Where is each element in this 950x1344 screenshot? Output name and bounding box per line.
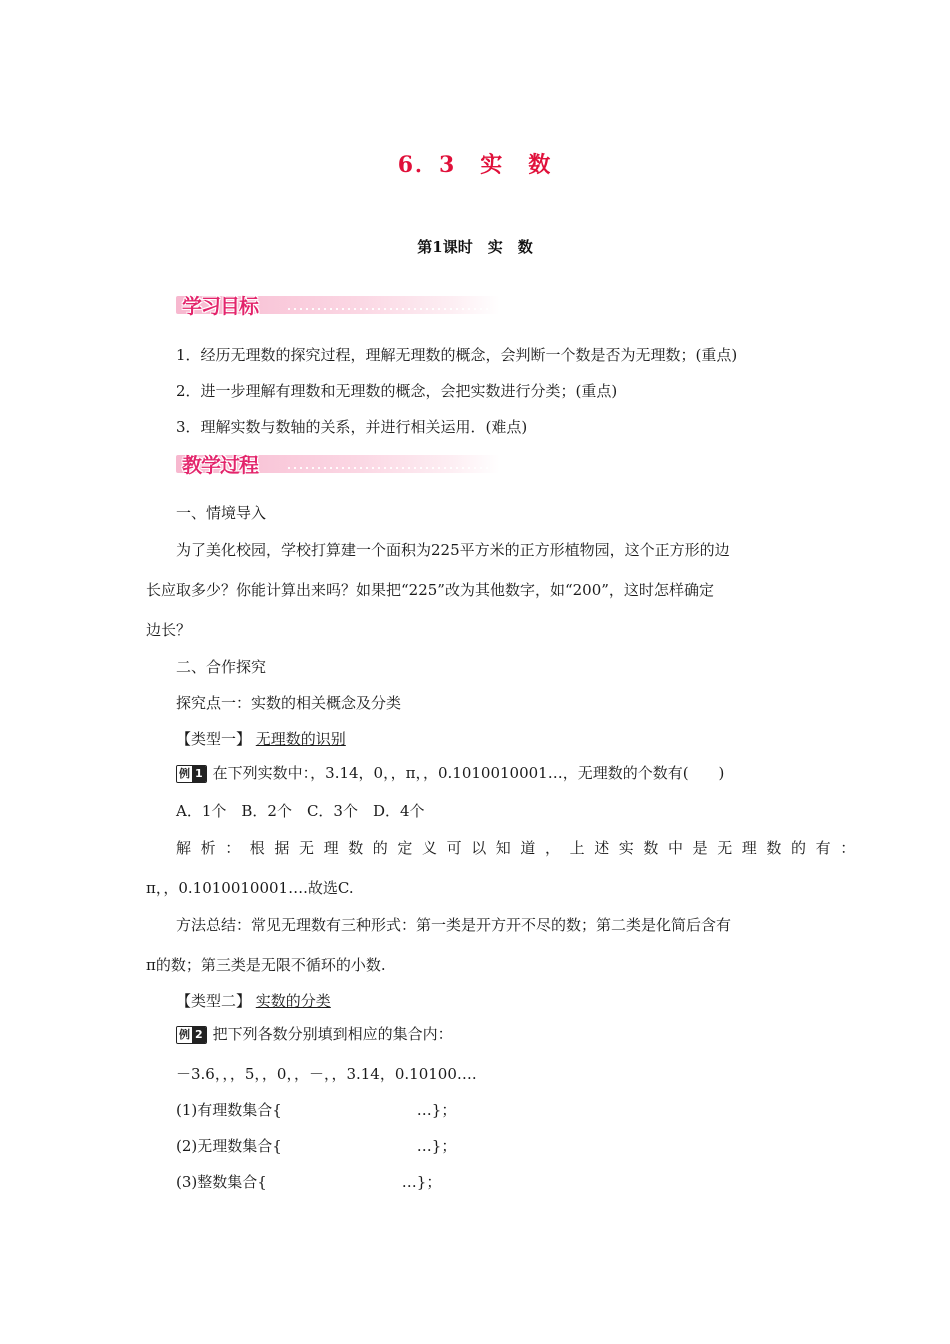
badge-word: 例 <box>179 1028 190 1041</box>
question-text: 在下列实数中：，3.14，0，，π，，0.1010010001…，无理数的个数有( ) <box>212 764 725 782</box>
type-heading <box>176 729 346 749</box>
badge-number: 1 <box>192 766 206 782</box>
type-bracket: 【类型一】 <box>176 730 252 748</box>
objective-item: 2．进一步理解有理数和无理数的概念，会把实数进行分类；(重点) <box>176 382 618 400</box>
page-title: 6．3 实 数 <box>397 152 553 178</box>
type-heading <box>176 991 331 1011</box>
type-name: 无理数的识别 <box>255 730 346 748</box>
section-heading: 二、合作探究 <box>176 658 267 676</box>
number-list: －3.6，，，5，，0，，－，，3.14，0.10100…. <box>176 1065 477 1083</box>
objective-item: 1．经历无理数的探究过程，理解无理数的概念，会判断一个数是否为无理数；(重点) <box>176 346 738 364</box>
objective-item: 3．理解实数与数轴的关系，并进行相关运用．(难点) <box>176 418 528 436</box>
paragraph-line: 边长？ <box>146 621 192 639</box>
exploration-point: 探究点一：实数的相关概念及分类 <box>176 694 402 712</box>
example-badge <box>176 1026 207 1044</box>
banner-dots <box>286 467 490 469</box>
process-banner <box>176 449 500 479</box>
section-heading: 一、情境导入 <box>176 504 267 522</box>
set-rational: (1)有理数集合{ …}； <box>176 1101 457 1119</box>
process-banner-label: 教学过程 <box>182 453 258 477</box>
banner-dots <box>286 308 490 310</box>
method-summary-line: π的数；第三类是无限不循环的小数. <box>146 956 386 974</box>
paragraph-line: 为了美化校园，学校打算建一个面积为225平方米的正方形植物园，这个正方形的边 <box>176 541 730 559</box>
analysis-line: 解析：根据无理数的定义可以知道，上述实数中是无理数的有： <box>176 839 865 857</box>
set-irrational: (2)无理数集合{ …}； <box>176 1137 457 1155</box>
badge-word: 例 <box>179 767 190 780</box>
example-badge <box>176 765 207 783</box>
question-text: 把下列各数分别填到相应的集合内： <box>212 1025 453 1043</box>
method-summary-line: 方法总结：常见无理数有三种形式：第一类是开方开不尽的数；第二类是化简后含有 <box>176 916 732 934</box>
badge-number: 2 <box>192 1027 206 1043</box>
paragraph-line: 长应取多少？你能计算出来吗？如果把“225”改为其他数字，如“200”，这时怎样确定 <box>146 581 714 599</box>
objectives-banner <box>176 290 500 320</box>
lesson-subtitle: 第1课时 实 数 <box>417 238 533 256</box>
type-name: 实数的分类 <box>255 992 331 1010</box>
example-question <box>176 1024 453 1044</box>
answer-options: A．1个 B．2个 C．3个 D．4个 <box>176 802 425 820</box>
objectives-banner-label: 学习目标 <box>182 294 258 318</box>
example-question <box>176 763 724 783</box>
type-bracket: 【类型二】 <box>176 992 252 1010</box>
set-integer: (3)整数集合{ …}； <box>176 1173 442 1191</box>
analysis-line: π，，0.1010010001….故选C. <box>146 879 354 897</box>
